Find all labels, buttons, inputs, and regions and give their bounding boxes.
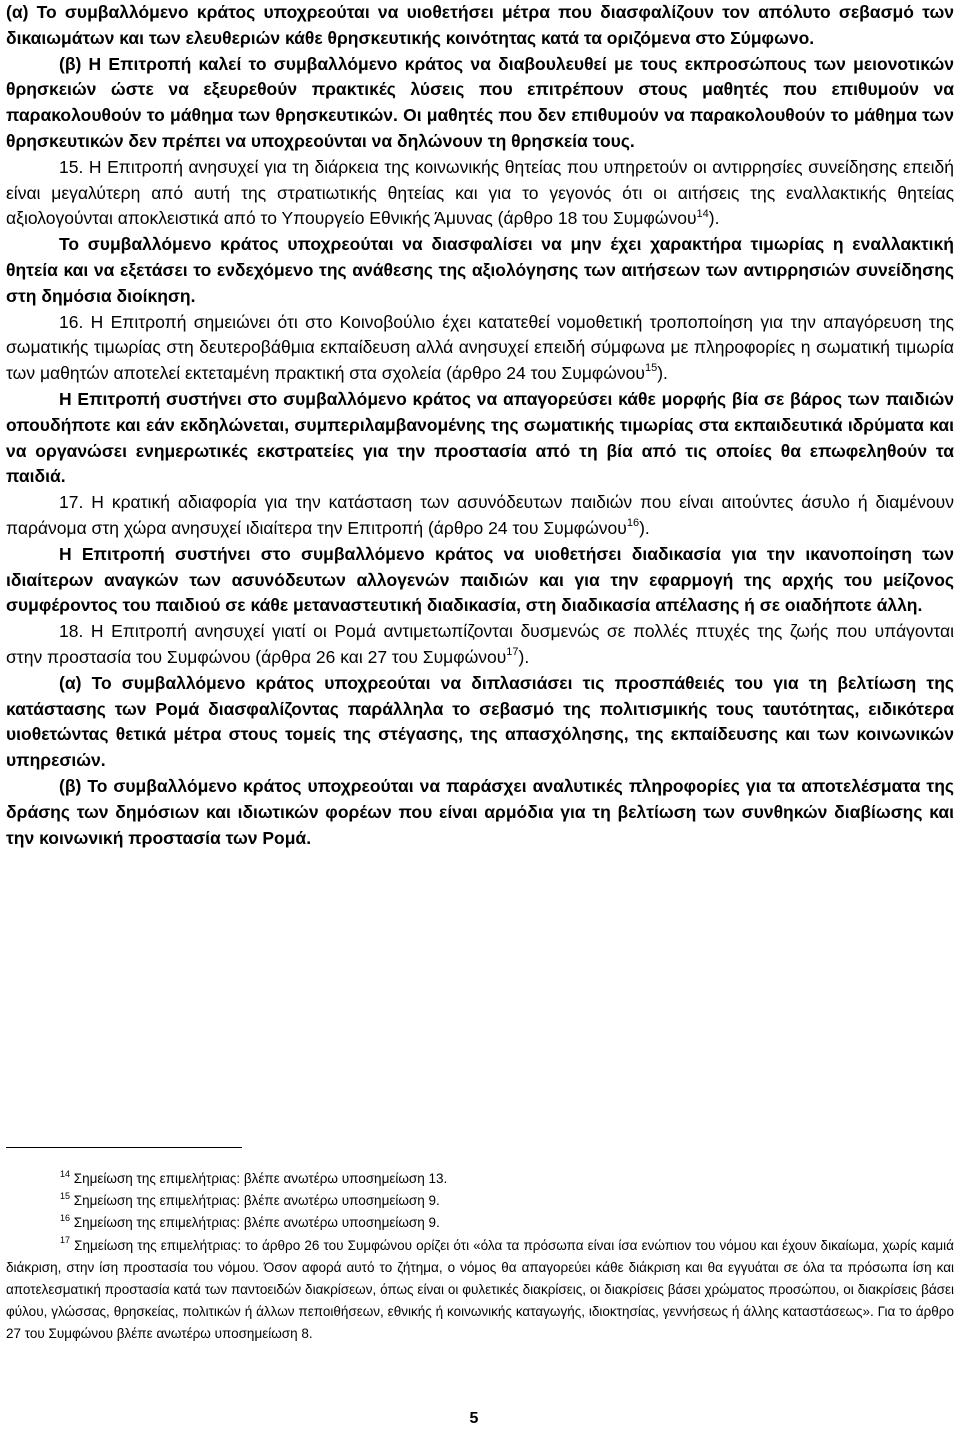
footnote-number: 17: [60, 1235, 71, 1246]
footnote-16: [6, 1212, 954, 1234]
paragraph-14a: (α) Το συμβαλλόμενο κράτος υποχρεούται να υιοθετήσει μέτρα που διασφαλίζουν τον απόλυτο σεβασμό των δικαιωμάτων και των ελευθεριών κάθε θρησκευτικής κοινότητας κατά τα οριζόμενα στο Σύμφωνο.: [6, 2, 954, 48]
recommendation-15: Το συμβαλλόμενο κράτος υποχρεούται να διασφαλίσει να μην έχει χαρακτήρα τιμωρίας η εναλλακτική θητεία και να εξετάσει το ενδεχόμενο της ανάθεσης της αξιολόγησης των αιτήσεων των αντιρρησιών συνείδησης στη δημόσια διοίκηση.: [6, 234, 954, 306]
paragraph-15-text: 15. Η Επιτροπή ανησυχεί για τη διάρκεια της κοινωνικής θητείας που υπηρετούν οι αντιρρησίες συνείδησης επειδή είναι μεγαλύτερη από αυτή της στρατιωτικής θητείας και για το γεγονός ότι οι αιτήσεις της εναλλακτικής θητείας αξιολογούνται αποκλειστικά από το Υπουργείο Εθνικής Άμυνας (άρθρο 18 του Συμφώνου: [6, 156, 954, 229]
footnote-14: [6, 1168, 954, 1190]
paragraph-18-end: ).: [518, 646, 530, 667]
paragraph-17: [6, 490, 954, 542]
paragraph-16-text: 16. Η Επιτροπή σημειώνει ότι στο Κοινοβούλιο έχει κατατεθεί νομοθετική τροποποίηση για την απαγόρευση της σωματικής τιμωρίας στη δευτεροβάθμια εκπαίδευση αλλά ανησυχεί επειδή σύμφωνα με πληροφορίες η σωματική τιμωρία των μαθητών αποτελεί εκτεταμένη πρακτική στα σχολεία (άρθρο 24 του Συμφώνου: [6, 311, 954, 384]
recommendation-16: Η Επιτροπή συστήνει στο συμβαλλόμενο κράτος να απαγορεύσει κάθε μορφής βία σε βάρος των παιδιών οπουδήποτε και εάν εκδηλώνεται, συμπεριλαμβανομένης της σωματικής τιμωρίας στα εκπαιδευτικά ιδρύματα και να οργανώσει ενημερωτικές εκστρατείες για την προστασία από τη βία από τις οποίες θα επωφεληθούν τα παιδιά.: [6, 388, 954, 487]
footnotes: [6, 1168, 954, 1346]
paragraph-18: [6, 619, 954, 671]
footnote-text: Σημείωση της επιμελήτριας: το άρθρο 26 του Συμφώνου ορίζει ότι «όλα τα πρόσωπα είναι ίσα ενώπιον του νόμου και έχουν δικαίωμα, χωρίς καμιά διάκριση, στην ίση προστασία του νόμου. Όσον αφορά αυτό το ζήτημα, ο νόμος θα απαγορεύει κάθε διάκριση και θα εγγυάται σε όλα τα πρόσωπα ίση και αποτελεσματική προστασία κατά των παντοειδών διακρίσεων, όπως είναι οι φυλετικές διακρίσεις, οι διακρίσεις βάσει χρώματος προσώπου, οι διακρίσεις βάσει φύλου, γλώσσας, θρησκείας, πολιτικών ή άλλων πεποιθήσεων, εθνικής ή κοινωνικής καταγωγής, ιδιοκτησίας, γεννήσεως ή άλλης καταστάσεως». Για το άρθρο 27 του Συμφώνου βλέπε ανωτέρω υποσημείωση 8.: [6, 1237, 954, 1342]
paragraph-15: [6, 155, 954, 232]
paragraph-18-text: 18. Η Επιτροπή ανησυχεί γιατί οι Ρομά αντιμετωπίζονται δυσμενώς σε πολλές πτυχές της ζωής που υπάγονται στην προστασία του Συμφώνου (άρθρα 26 και 27 του Συμφώνου: [6, 621, 954, 667]
paragraph-16: [6, 310, 954, 387]
recommendation-17: Η Επιτροπή συστήνει στο συμβαλλόμενο κράτος να υιοθετήσει διαδικασία για την ικανοποίηση των ιδιαίτερων αναγκών των ασυνόδευτων αλλογενών παιδιών και για την εφαρμογή της αρχής του μείζονος συμφέροντος του παιδιού σε κάθε μεταναστευτική διαδικασία, στη διαδικασία απέλασης ή σε οιαδήποτε άλλη.: [6, 543, 954, 616]
footnote-ref-17[interactable]: 17: [506, 646, 519, 659]
paragraph-16-end: ).: [657, 363, 668, 384]
page-number: 5: [469, 1410, 479, 1427]
footnote-15: [6, 1190, 954, 1212]
footnote-ref-14[interactable]: 14: [696, 207, 709, 220]
paragraph-17-end: ).: [639, 517, 650, 538]
document-body: [6, 0, 954, 851]
footnote-text: Σημείωση της επιμελήτριας: βλέπε ανωτέρω υποσημείωση 9.: [73, 1193, 440, 1209]
footnote-number: 16: [60, 1212, 71, 1223]
paragraph-14b: (β) Η Επιτροπή καλεί το συμβαλλόμενο κράτος να διαβουλευθεί με τους εκπροσώπους των μειονοτικών θρησκειών ώστε να εξευρεθούν πρακτικές λύσεις που επιτρέπουν στους μαθητές που επιθυμούν να παρακολουθούν το μάθημα των θρησκευτικών. Οι μαθητές που δεν επιθυμούν να παρακολουθούν το μάθημα των θρησκευτικών δεν πρέπει να υποχρεούνται να δηλώνουν τη θρησκεία τους.: [6, 53, 954, 151]
document-page: [6, 0, 954, 1436]
paragraph-15-end: ).: [708, 208, 720, 229]
recommendation-18b: (β) Το συμβαλλόμενο κράτος υποχρεούται να παράσχει αναλυτικές πληροφορίες για τα αποτελέσματα της δράσης των δημόσιων και ιδιωτικών φορέων που είναι αρμόδια για τη βελτίωση των συνθηκών διαβίωσης και την κοινωνική προστασία των Ρομά.: [6, 775, 954, 848]
footnote-number: 15: [60, 1190, 71, 1201]
paragraph-17-text: 17. Η κρατική αδιαφορία για την κατάσταση των ασυνόδευτων παιδιών που είναι αιτούντες άσυλο ή διαμένουν παράνομα στη χώρα ανησυχεί ιδιαίτερα την Επιτροπή (άρθρο 24 του Συμφώνου: [6, 492, 954, 538]
footnote-text: Σημείωση της επιμελήτριας: βλέπε ανωτέρω υποσημείωση 9.: [73, 1215, 440, 1231]
footnote-ref-15[interactable]: 15: [644, 362, 658, 375]
footnote-separator: [6, 1147, 242, 1148]
footnote-17: [6, 1235, 954, 1346]
recommendation-18a: (α) Το συμβαλλόμενο κράτος υποχρεούται να διπλασιάσει τις προσπάθειές του για τη βελτίωση της κατάστασης των Ρομά διασφαλίζοντας παράλληλα το σεβασμό της πολιτισμικής τους ταυτότητας, ειδικότερα υιοθετώντας θετικά μέτρα στους τομείς της στέγασης, της απασχόλησης, της εκπαίδευσης και των κοινωνικών υπηρεσιών.: [6, 672, 954, 771]
footnote-number: 14: [60, 1168, 71, 1179]
footnote-text: Σημείωση της επιμελήτριας: βλέπε ανωτέρω υποσημείωση 13.: [73, 1171, 448, 1186]
footnote-ref-16[interactable]: 16: [626, 517, 640, 530]
